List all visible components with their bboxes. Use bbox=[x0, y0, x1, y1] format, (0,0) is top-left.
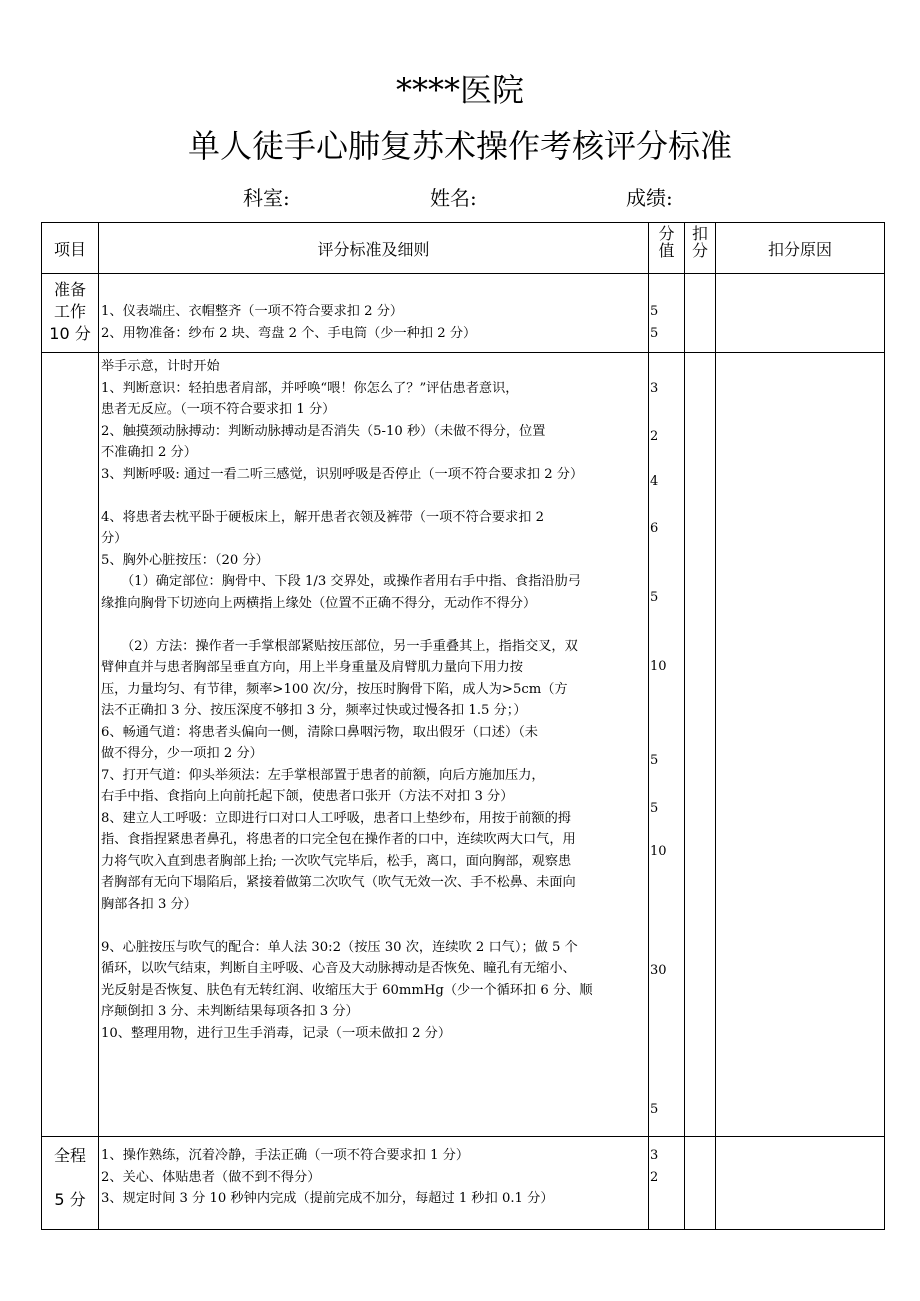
criteria-line: 10、整理用物，进行卫生手消毒，记录（一项未做扣 2 分） bbox=[101, 1025, 452, 1041]
scores-operation bbox=[649, 353, 685, 1137]
criteria-line: 举手示意，计时开始 bbox=[101, 359, 220, 374]
deduct-cell-operation[interactable] bbox=[685, 353, 716, 1137]
criteria-line: 光反射是否恢复、肤色有无转红润、收缩压大于 60mmHg（少一个循环扣 6 分、顺 bbox=[101, 982, 593, 998]
score-value: 5 bbox=[650, 1102, 659, 1117]
score-value: 2 bbox=[650, 1169, 659, 1185]
header-row bbox=[42, 223, 885, 274]
scores-whole bbox=[649, 1137, 685, 1230]
score-value: 10 bbox=[650, 659, 667, 674]
criteria-line: 分） bbox=[101, 531, 128, 546]
criteria-line: 不准确扣 2 分） bbox=[101, 445, 197, 460]
section-whole bbox=[42, 1137, 885, 1230]
score-value: 5 bbox=[650, 590, 659, 605]
score-value: 5 bbox=[650, 304, 659, 319]
criteria-line: 序颠倒扣 3 分、未判断结果每项各扣 3 分） bbox=[101, 1004, 359, 1019]
criteria-line: 力将气吹入直到患者胸部上抬; 一次吹气完毕后，松手，离口，面向胸部，观察患 bbox=[101, 853, 572, 869]
reason-cell-operation[interactable] bbox=[716, 353, 885, 1137]
department-label: 科室: bbox=[243, 186, 290, 210]
criteria-line: 4、将患者去枕平卧于硬板床上，解开患者衣领及裤带（一项不符合要求扣 2 bbox=[101, 509, 544, 525]
header-reason: 扣分原因 bbox=[716, 223, 885, 274]
criteria-line: 右手中指、食指向上向前托起下颌，使患者口张开（方法不对扣 3 分） bbox=[101, 789, 514, 804]
criteria-line: 2、关心、体贴患者（做不到不得分） bbox=[101, 1169, 321, 1185]
deduct-cell-whole[interactable] bbox=[685, 1137, 716, 1230]
score-value: 5 bbox=[650, 753, 659, 768]
score-value: 5 bbox=[650, 801, 659, 816]
scores-prep bbox=[649, 274, 685, 353]
criteria-line: 2、触摸颈动脉搏动：判断动脉搏动是否消失（5-10 秒）（未做不得分，位置 bbox=[101, 423, 546, 439]
criteria-line: 1、判断意识：轻拍患者肩部，并呼唤“喂！你怎么了？”评估患者意识， bbox=[101, 380, 519, 396]
criteria-line: 压，力量均匀、有节律，频率>100 次/分，按压时胸骨下陷，成人为>5cm（方 bbox=[101, 681, 568, 697]
score-value: 4 bbox=[650, 474, 659, 489]
criteria-line: 2、用物准备：纱布 2 块、弯盘 2 个、手电筒（少一种扣 2 分） bbox=[101, 325, 477, 341]
criteria-line: （1）确定部位：胸骨中、下段 1/3 交界处，或操作者用右手中指、食指沿肋弓 bbox=[121, 574, 581, 589]
criteria-line: 患者无反应。（一项不符合要求扣 1 分） bbox=[101, 402, 336, 417]
criteria-line: 1、仪表端庄、衣帽整齐（一项不符合要求扣 2 分） bbox=[101, 304, 404, 319]
criteria-line: 5、胸外心脏按压：（20 分） bbox=[101, 552, 269, 568]
name-label: 姓名: bbox=[430, 186, 477, 210]
criteria-line: 法不正确扣 3 分、按压深度不够扣 3 分，频率过快或过慢各扣 1.5 分；） bbox=[101, 703, 527, 718]
section-operation bbox=[42, 353, 885, 1137]
score-value: 3 bbox=[650, 381, 659, 396]
criteria-line: 缘推向胸骨下切迹向上两横指上缘处（位置不正确不得分，无动作不得分） bbox=[101, 595, 537, 611]
score-value: 30 bbox=[650, 963, 667, 978]
reason-cell-whole[interactable] bbox=[716, 1137, 885, 1230]
criteria-line: 8、建立人工呼吸：立即进行口对口人工呼吸，患者口上垫纱布，用按于前额的拇 bbox=[101, 810, 571, 826]
deduct-cell-prep[interactable] bbox=[685, 274, 716, 353]
criteria-line: （2）方法：操作者一手掌根部紧贴按压部位，另一手重叠其上，指指交叉，双 bbox=[121, 638, 578, 654]
scoring-table bbox=[41, 222, 885, 1230]
criteria-line: 6、畅通气道：将患者头偏向一侧，清除口鼻咽污物，取出假牙（口述）（未 bbox=[101, 724, 538, 740]
hospital-name: ****医院 bbox=[395, 71, 524, 109]
score-value: 6 bbox=[650, 521, 659, 536]
criteria-line: 3、判断呼吸: 通过一看二听三感觉，识别呼吸是否停止（一项不符合要求扣 2 分） bbox=[101, 466, 584, 482]
criteria-line: 臂伸直并与患者胸部呈垂直方向，用上半身重量及肩臂肌力量向下用力按 bbox=[101, 660, 523, 675]
score-value: 10 bbox=[650, 844, 667, 859]
criteria-line: 9、心脏按压与吹气的配合：单人法 30:2（按压 30 次，连续吹 2 口气）；做 5 个 bbox=[101, 939, 578, 955]
criteria-line: 1、操作熟练，沉着冷静，手法正确（一项不符合要求扣 1 分） bbox=[101, 1148, 470, 1163]
score-value: 5 bbox=[650, 325, 659, 341]
category-whole: 全程 5 分 bbox=[42, 1137, 99, 1230]
criteria-line: 循环，以吹气结束，判断自主呼吸、心音及大动脉搏动是否恢免、瞳孔有无缩小、 bbox=[101, 961, 576, 976]
score-label: 成绩: bbox=[626, 186, 673, 210]
criteria-line: 指、食指捏紧患者鼻孔，将患者的口完全包在操作者的口中，连续吹两大口气，用 bbox=[101, 832, 576, 847]
criteria-line: 者胸部有无向下塌陷后，紧接着做第二次吹气（吹气无效一次、手不松鼻、未面向 bbox=[101, 875, 576, 890]
score-value: 2 bbox=[650, 429, 659, 444]
header-criteria: 评分标准及细则 bbox=[99, 223, 649, 274]
header-points: 分 值 bbox=[649, 223, 685, 274]
reason-cell-prep[interactable] bbox=[716, 274, 885, 353]
header-deduct: 扣 分 bbox=[685, 223, 716, 274]
category-operation bbox=[42, 353, 99, 1137]
score-value: 3 bbox=[650, 1148, 659, 1163]
criteria-line: 7、打开气道：仰头举须法：左手掌根部置于患者的前额，向后方施加压力， bbox=[101, 767, 545, 783]
criteria-line: 胸部各扣 3 分） bbox=[101, 896, 197, 912]
criteria-whole bbox=[99, 1137, 649, 1230]
criteria-prep bbox=[99, 274, 649, 353]
criteria-operation bbox=[99, 353, 649, 1137]
criteria-line: 做不得分，少一项扣 2 分） bbox=[101, 746, 263, 761]
document-title: 单人徒手心肺复苏术操作考核评分标准 bbox=[187, 127, 732, 165]
category-prep: 准备 工作 10 分 bbox=[42, 274, 99, 353]
header-item: 项目 bbox=[42, 223, 99, 274]
section-prep bbox=[42, 274, 885, 353]
criteria-line: 3、规定时间 3 分 10 秒钟内完成（提前完成不加分，每超过 1 秒扣 0.1 分） bbox=[101, 1191, 554, 1206]
